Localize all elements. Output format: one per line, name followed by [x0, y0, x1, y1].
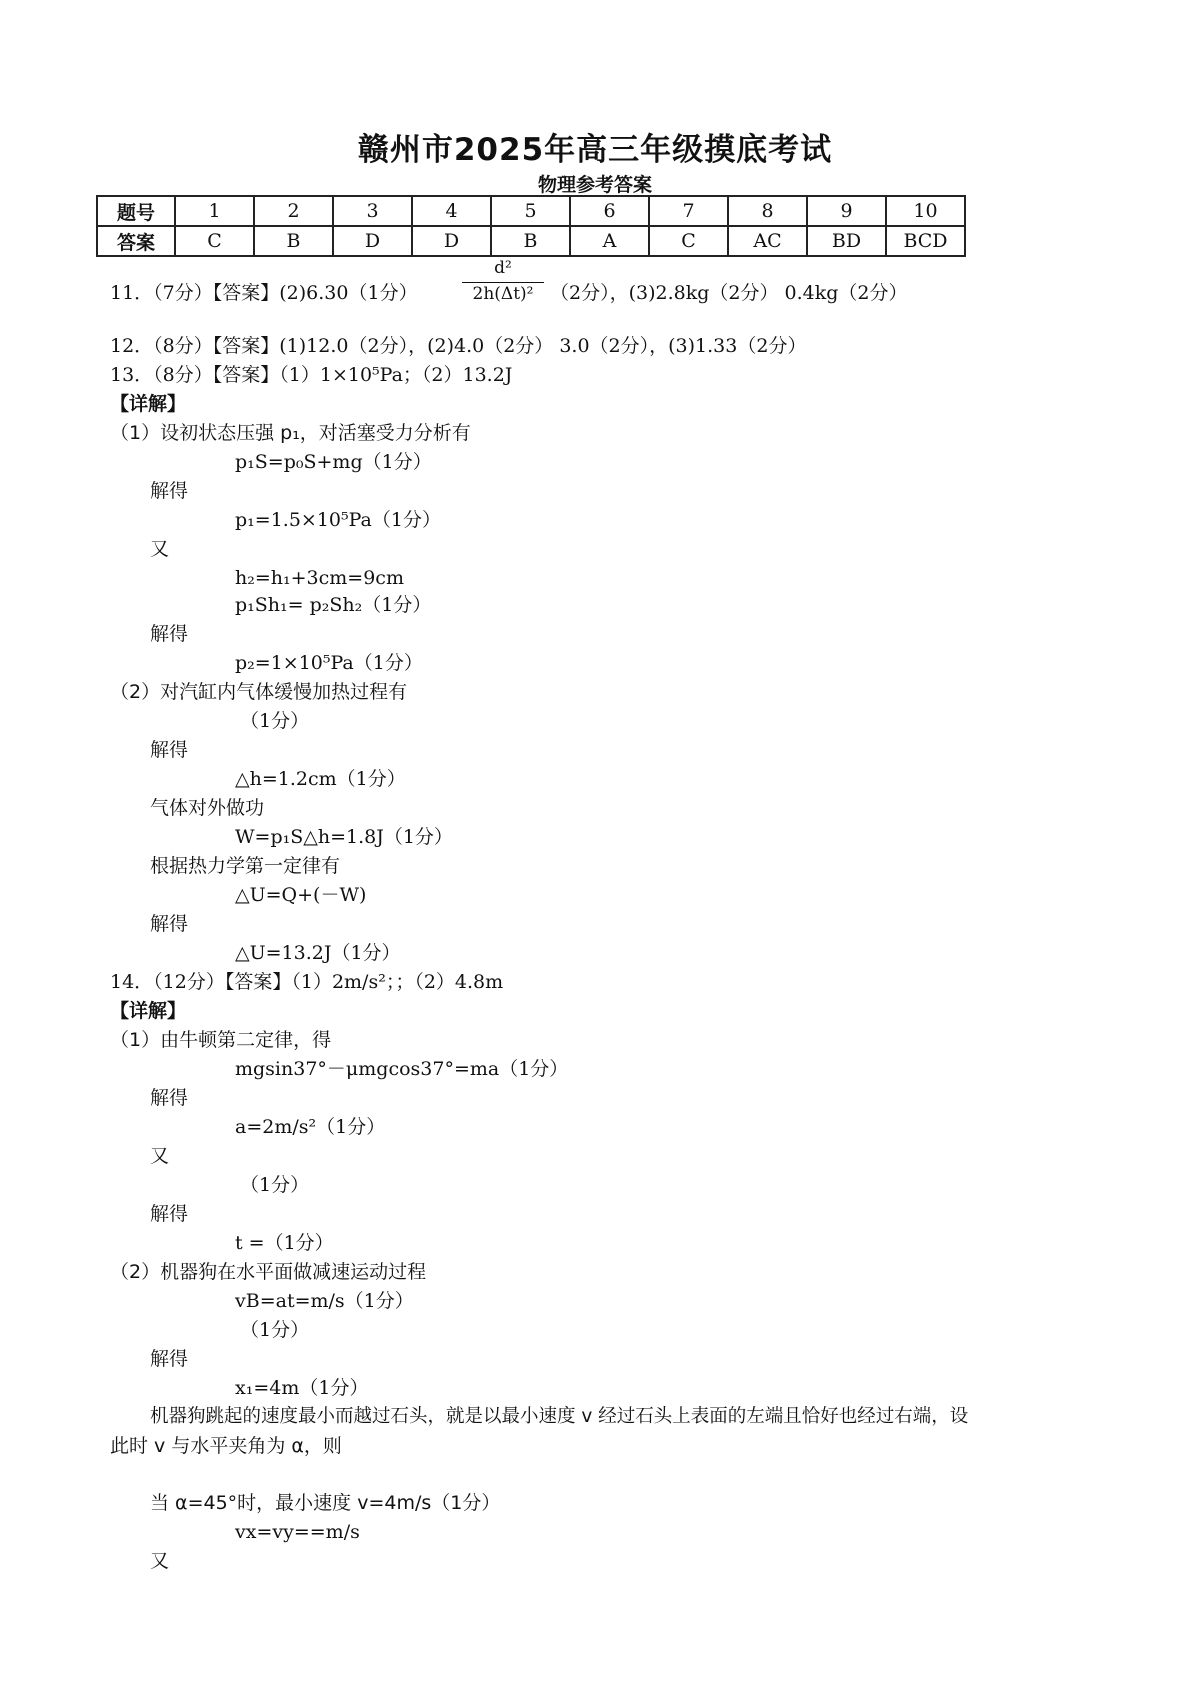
q14-equation: a=2m/s²（1分）	[235, 1116, 386, 1138]
question-number-cell: 4	[412, 196, 491, 226]
q13-equation: h₂=h₁+3cm=9cm	[235, 567, 404, 589]
q13-equation: p₁Sh₁= p₂Sh₂（1分）	[235, 594, 432, 616]
page-title: 赣州市2025年高三年级摸底考试	[357, 132, 833, 168]
q14-line: （2）机器狗在水平面做减速运动过程	[110, 1261, 427, 1283]
q13-line: 又	[150, 538, 170, 560]
q14-equation: vB=at=m/s（1分）	[235, 1290, 414, 1312]
q13-line: （1）设初状态压强 p₁，对活塞受力分析有	[110, 422, 471, 444]
question-number-cell: 10	[886, 196, 965, 226]
q14-paragraph-line: 此时 v 与水平夹角为 α，则	[110, 1435, 342, 1457]
q13-line: 解得	[150, 480, 189, 502]
question-number-row	[97, 196, 965, 226]
page-subtitle: 物理参考答案	[537, 174, 652, 196]
q14-line: 又	[150, 1550, 170, 1572]
q13-line: 解得	[150, 623, 189, 645]
q14-answer: 14．（12分）【答案】（1）2m/s²；；（2）4.8m	[110, 971, 504, 993]
q11-fraction-numerator: d²	[462, 258, 544, 283]
answer-row	[97, 226, 965, 256]
q11-answer-part1: 11．（7分）【答案】(2)6.30（1分）	[110, 282, 418, 304]
q14-equation: mgsin37°－μmgcos37°=ma（1分）	[235, 1058, 569, 1080]
q14-line: （1）由牛顿第二定律，得	[110, 1029, 332, 1051]
answer-cell: A	[570, 226, 649, 256]
q13-equation: △U=Q+(－W)	[235, 884, 367, 906]
answer-cell: D	[333, 226, 412, 256]
q13-equation: p₁=1.5×10⁵Pa（1分）	[235, 509, 441, 531]
question-number-cell: 8	[728, 196, 807, 226]
q14-equation: t =（1分）	[235, 1232, 334, 1254]
answer-cell: D	[412, 226, 491, 256]
q14-detail-heading: 【详解】	[110, 1000, 187, 1022]
answer-cell: C	[175, 226, 254, 256]
q13-line: 解得	[150, 913, 189, 935]
q13-detail-heading: 【详解】	[110, 393, 187, 415]
answer-cell: C	[649, 226, 728, 256]
q13-equation: p₁S=p₀S+mg（1分）	[235, 451, 432, 473]
question-number-cell: 1	[175, 196, 254, 226]
question-number-cell: 5	[491, 196, 570, 226]
q13-line: （2）对汽缸内气体缓慢加热过程有	[110, 681, 408, 703]
q14-equation: x₁=4m（1分）	[235, 1377, 369, 1399]
q13-line: 气体对外做功	[150, 797, 265, 819]
q11-fraction-denominator: 2h(Δt)²	[472, 284, 534, 304]
q11-answer-part2: （2分），(3)2.8kg（2分） 0.4kg（2分）	[550, 282, 908, 304]
q14-line: 解得	[150, 1348, 189, 1370]
answer-cell: B	[254, 226, 333, 256]
q12-answer: 12．（8分）【答案】(1)12.0（2分），(2)4.0（2分） 3.0（2分），(3)1.33（2分）	[110, 335, 807, 357]
q13-answer: 13．（8分）【答案】（1）1×10⁵Pa；（2）13.2J	[110, 364, 513, 386]
q14-equation: （1分）	[240, 1319, 310, 1341]
q14-equation: vx=vy==m/s	[235, 1521, 360, 1543]
q13-equation: p₂=1×10⁵Pa（1分）	[235, 652, 423, 674]
row-header-number: 题号	[97, 196, 175, 226]
question-number-cell: 2	[254, 196, 333, 226]
q13-line: 解得	[150, 739, 189, 761]
q14-equation: （1分）	[240, 1174, 310, 1196]
question-number-cell: 3	[333, 196, 412, 226]
answer-cell: BD	[807, 226, 886, 256]
q13-equation: （1分）	[240, 710, 310, 732]
q14-line: 当 α=45°时，最小速度 v=4m/s（1分）	[150, 1492, 501, 1514]
q13-equation: W=p₁S△h=1.8J（1分）	[235, 826, 453, 848]
question-number-cell: 7	[649, 196, 728, 226]
q14-line: 又	[150, 1145, 170, 1167]
q13-line: 根据热力学第一定律有	[150, 855, 341, 877]
answer-cell: BCD	[886, 226, 965, 256]
row-header-answer: 答案	[97, 226, 175, 256]
q14-line: 解得	[150, 1087, 189, 1109]
question-number-cell: 9	[807, 196, 886, 226]
answer-cell: B	[491, 226, 570, 256]
q14-paragraph-line: 机器狗跳起的速度最小而越过石头，就是以最小速度 v 经过石头上表面的左端且恰好也经过右端，设	[150, 1406, 969, 1427]
q13-equation: △U=13.2J（1分）	[235, 942, 401, 964]
question-number-cell: 6	[570, 196, 649, 226]
answer-table	[96, 195, 966, 257]
q14-line: 解得	[150, 1203, 189, 1225]
answer-cell: AC	[728, 226, 807, 256]
q11-fraction	[462, 258, 544, 314]
q13-equation: △h=1.2cm（1分）	[235, 768, 406, 790]
